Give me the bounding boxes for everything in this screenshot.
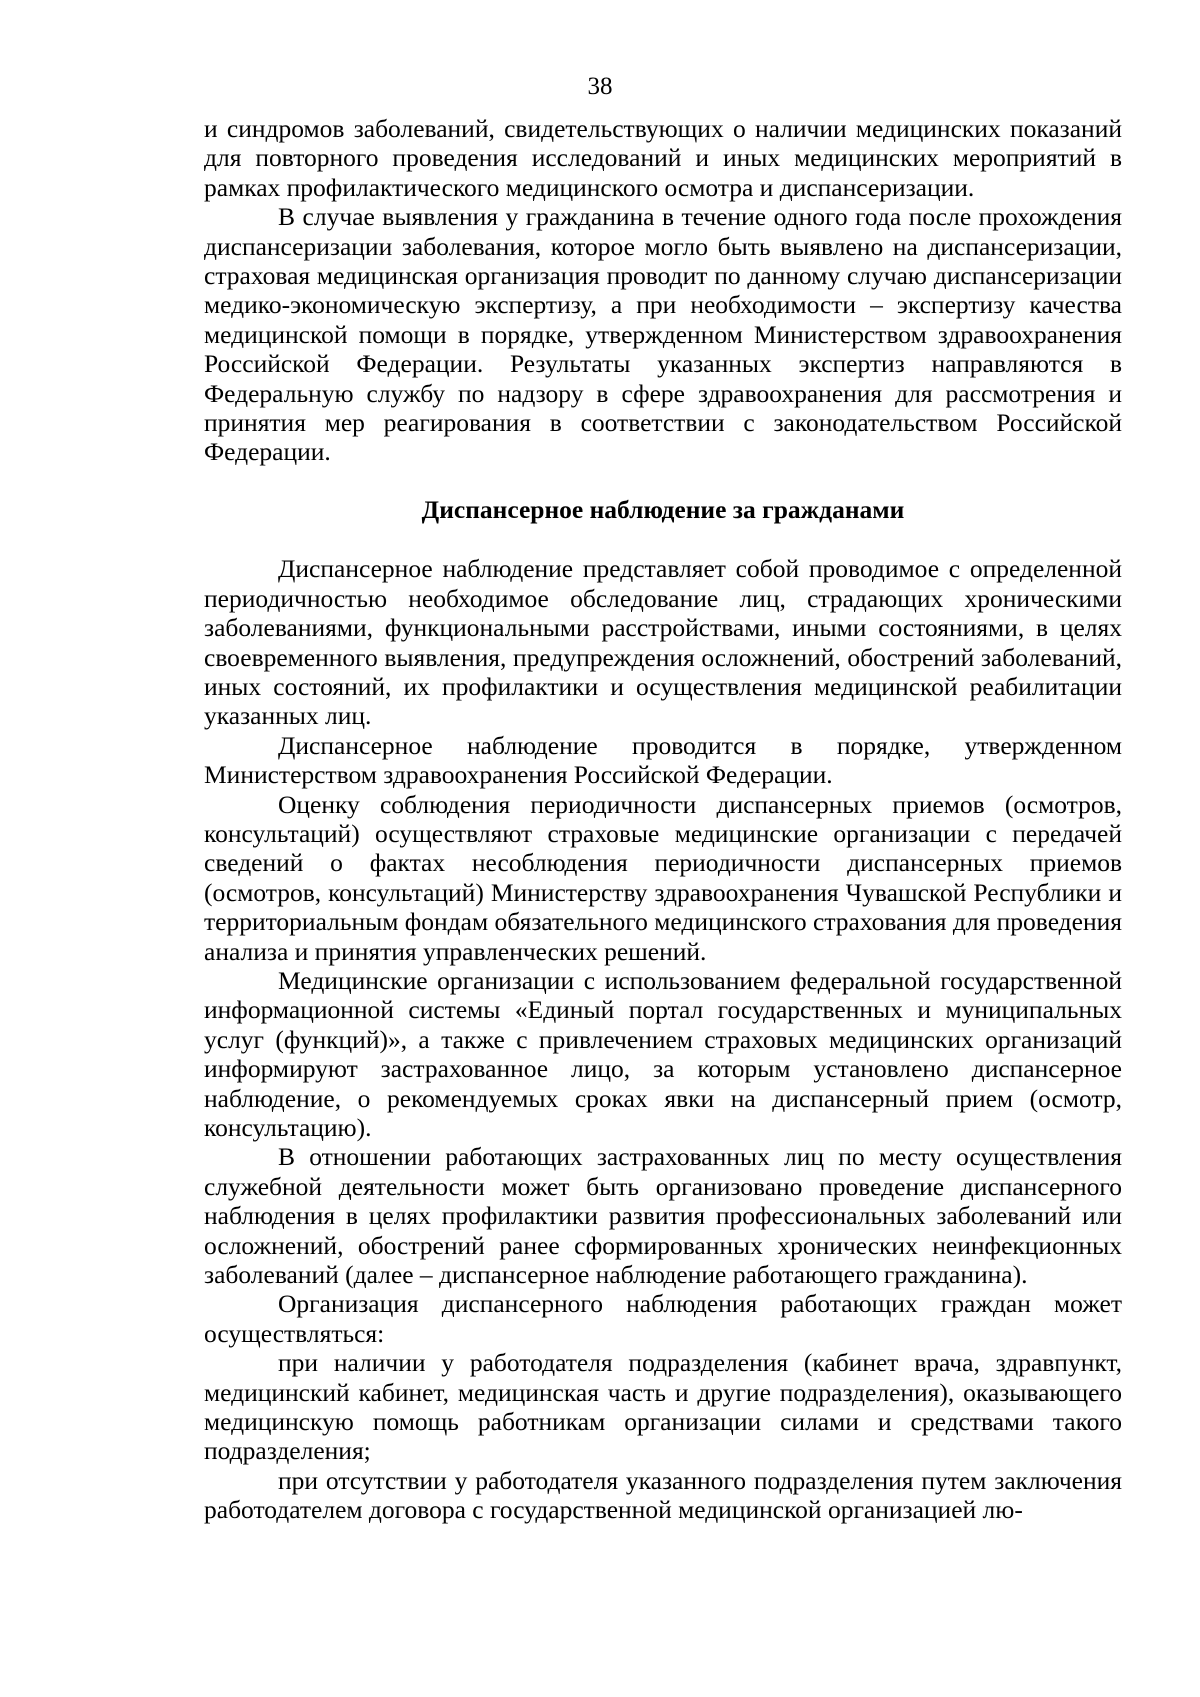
paragraph: Диспансерное наблюдение представляет собой проводимое с определенной периодичностью необходимое обследование лиц, страдающих хроническими заболеваниями, функциональными расстройствами, иными состояниями, в целях своевременного выявления, предупреждения осложнений, обострений заболеваний, иных состояний, их профилактики и осуществления медицинской реабилитации указанных лиц. <box>204 554 1122 731</box>
section-heading: Диспансерное наблюдение за гражданами <box>421 494 905 524</box>
section-spacer <box>204 467 1122 495</box>
paragraph: Диспансерное наблюдение проводится в порядке, утвержденном Министерством здравоохранения Российской Федерации. <box>204 730 1122 790</box>
paragraph: при наличии у работодателя подразделения (кабинет врача, здравпункт, медицинский кабинет, медицинская часть и другие подразделения), оказывающего медицинскую помощь работникам организации силами и средствами такого подразделения; <box>204 1348 1122 1466</box>
paragraph: В случае выявления у гражданина в течение одного года после прохождения диспансеризации заболевания, которое могло быть выявлено на диспансеризации, страховая медицинская организация проводит по данному случаю диспансеризации медико-экономическую экспертизу, а при необходимости – экспертизу качества медицинской помощи в порядке, утвержденном Министерством здравоохранения Российской Федерации. Результаты указанных экспертиз направляются в Федеральную службу по надзору в сфере здравоохранения для рассмотрения и принятия мер реагирования в соответствии с законодательством Российской Федерации. <box>204 202 1122 467</box>
paragraph: Организация диспансерного наблюдения работающих граждан может осуществляться: <box>204 1289 1122 1348</box>
section-spacer <box>204 524 1122 554</box>
paragraph: Медицинские организации с использованием федеральной государственной информационной системы «Единый портал государственных и муниципальных услуг (функций)», а также с привлечением страховых медицинских организаций информируют застрахованное лицо, за которым установлено диспансерное наблюдение, о рекомендуемых сроках явки на диспансерный прием (осмотр, консультацию). <box>204 965 1122 1142</box>
paragraph: Оценку соблюдения периодичности диспансерных приемов (осмотров, консультаций) осуществляют страховые медицинские организации с передачей сведений о фактах несоблюдения периодичности диспансерных приемов (осмотров, консультаций) Министерству здравоохранения Чувашской Республики и территориальным фондам обязательного медицинского страхования для проведения анализа и принятия управленческих решений. <box>204 789 1122 966</box>
paragraph: при отсутствии у работодателя указанного подразделения путем заключения работодателем договора с государственной медицинской организацией лю- <box>204 1465 1122 1525</box>
paragraph: и синдромов заболеваний, свидетельствующих о наличии медицинских показаний для повторного проведения исследований и иных медицинских мероприятий в рамках профилактического медицинского осмотра и диспансеризации. <box>204 114 1122 202</box>
paragraph: В отношении работающих застрахованных лиц по месту осуществления служебной деятельности может быть организовано проведение диспансерного наблюдения в целях профилактики развития профессиональных заболеваний или осложнений, обострений ранее сформированных хронических неинфекционных заболеваний (далее – диспансерное наблюдение работающего гражданина). <box>204 1142 1122 1290</box>
page-content <box>204 114 1122 1525</box>
page-number: 38 <box>587 73 613 100</box>
